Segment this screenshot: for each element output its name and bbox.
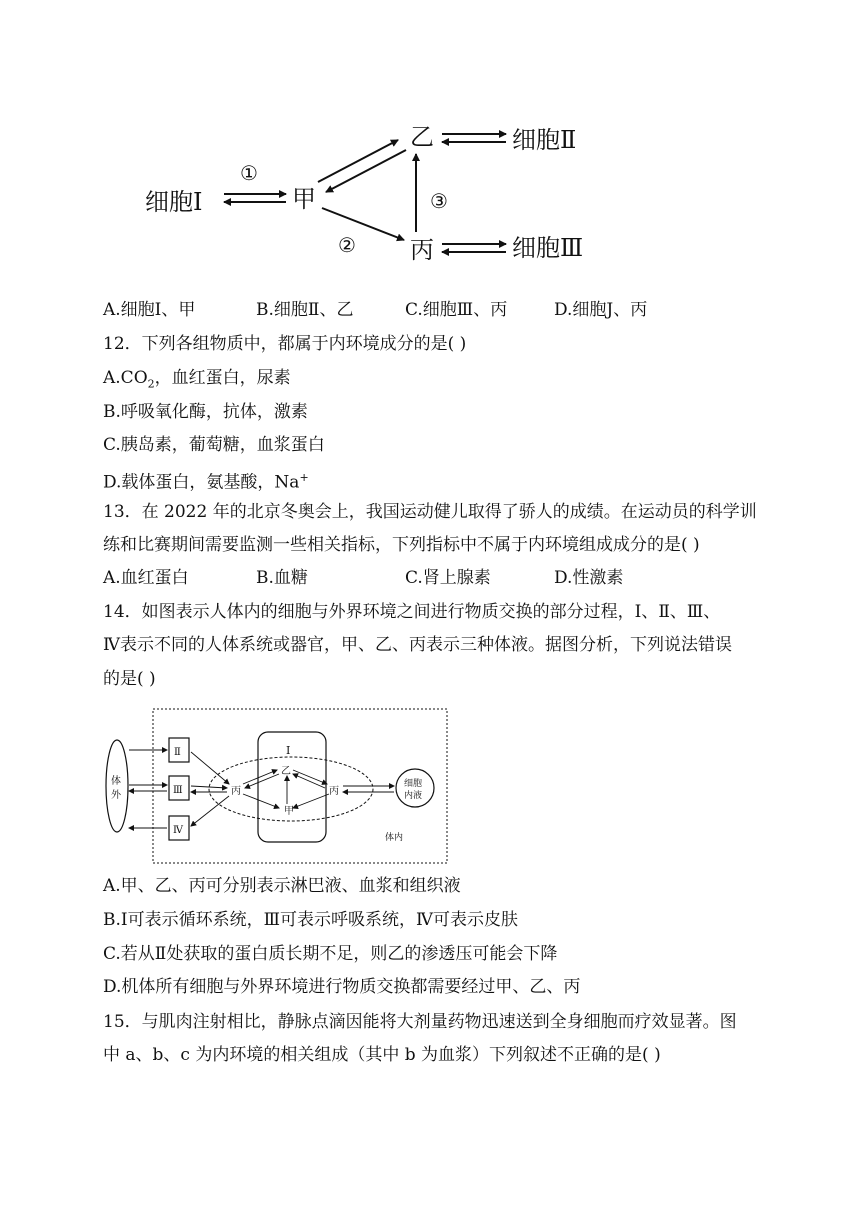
box-iv-label: Ⅳ	[173, 825, 183, 836]
yi-label: 乙	[281, 766, 291, 777]
node-cell-2: 细胞Ⅱ	[512, 126, 577, 154]
box-ii-label: Ⅱ	[174, 747, 181, 758]
q13-option-c: C.肾上腺素	[405, 568, 491, 588]
cell-fluid-label-2: 内液	[404, 791, 423, 801]
inside-label: 体内	[385, 833, 404, 843]
mark-3: ③	[430, 189, 448, 213]
q13-option-b: B.血糖	[256, 568, 308, 588]
box-i-label: Ⅰ	[286, 744, 291, 757]
q13-options	[103, 566, 703, 590]
q12-option-b: B.呼吸氧化酶，抗体，激素	[103, 402, 308, 422]
bing-left-label: 丙	[231, 786, 241, 797]
q11-option-c: C.细胞Ⅲ、丙	[405, 300, 508, 320]
q12-stem: 12．下列各组物质中，都属于内环境成分的是( )	[103, 334, 467, 354]
q14-stem-line-2: Ⅳ表示不同的人体系统或器官，甲、乙、丙表示三种体液。据图分析，下列说法错误	[103, 635, 732, 655]
q12-option-a: $A.CO_2$，血红蛋白，尿素	[103, 368, 291, 391]
bing-right-label: 丙	[329, 786, 339, 797]
q14-stem-line-1: 14．如图表示人体内的细胞与外界环境之间进行物质交换的部分过程，Ⅰ、Ⅱ、Ⅲ、	[103, 602, 721, 622]
q11-option-b: B.细胞Ⅱ、乙	[256, 300, 354, 320]
q14-stem-line-3: 的是( )	[103, 669, 156, 689]
q15-stem-line-2: 中 a、b、c 为内环境的相关组成（其中 b 为血浆）下列叙述不正确的是( )	[103, 1045, 661, 1065]
q13-stem-line-2: 练和比赛期间需要监测一些相关指标，下列指标中不属于内环境组成成分的是( )	[103, 535, 700, 555]
q14-option-d: D.机体所有细胞与外界环境进行物质交换都需要经过甲、乙、丙	[103, 977, 581, 997]
q11-option-a: A.细胞Ⅰ、甲	[103, 300, 196, 320]
q12-option-d: D.载体蛋白，氨基酸，Na+	[103, 471, 309, 493]
mark-2: ②	[338, 233, 356, 257]
mark-1: ①	[240, 161, 258, 185]
node-yi: 乙	[410, 123, 434, 151]
q12-option-c: C.胰岛素，葡萄糖，血浆蛋白	[103, 435, 325, 455]
exchange-diagram-2	[103, 706, 453, 866]
q11-option-d: D.细胞J、丙	[554, 300, 648, 320]
q11-options	[103, 298, 703, 322]
q14-option-b: B.Ⅰ可表示循环系统，Ⅲ可表示呼吸系统，Ⅳ可表示皮肤	[103, 910, 518, 930]
outside-label-1: 体	[111, 776, 121, 787]
node-cell-1: 细胞Ⅰ	[145, 188, 203, 216]
node-bing: 丙	[410, 236, 434, 264]
outside-label-2: 外	[111, 790, 121, 801]
box-iii-label: Ⅲ	[173, 785, 183, 796]
cell-fluid-label-1: 细胞	[404, 779, 423, 789]
node-jia: 甲	[292, 185, 316, 213]
q13-stem-line-1: 13．在 2022 年的北京冬奥会上，我国运动健儿取得了骄人的成绩。在运动员的科学训	[103, 502, 757, 522]
q13-option-d: D.性激素	[554, 568, 624, 588]
q14-option-c: C.若从Ⅱ处获取的蛋白质长期不足，则乙的渗透压可能会下降	[103, 944, 558, 964]
q14-option-a: A.甲、乙、丙可分别表示淋巴液、血浆和组织液	[103, 876, 461, 896]
q13-option-a: A.血红蛋白	[103, 568, 189, 588]
q15-stem-line-1: 15．与肌肉注射相比，静脉点滴因能将大剂量药物迅速送到全身细胞而疗效显著。图	[103, 1012, 737, 1032]
exchange-diagram-1	[140, 110, 600, 280]
node-cell-3: 细胞Ⅲ	[512, 234, 584, 262]
jia-label: 甲	[284, 806, 294, 817]
